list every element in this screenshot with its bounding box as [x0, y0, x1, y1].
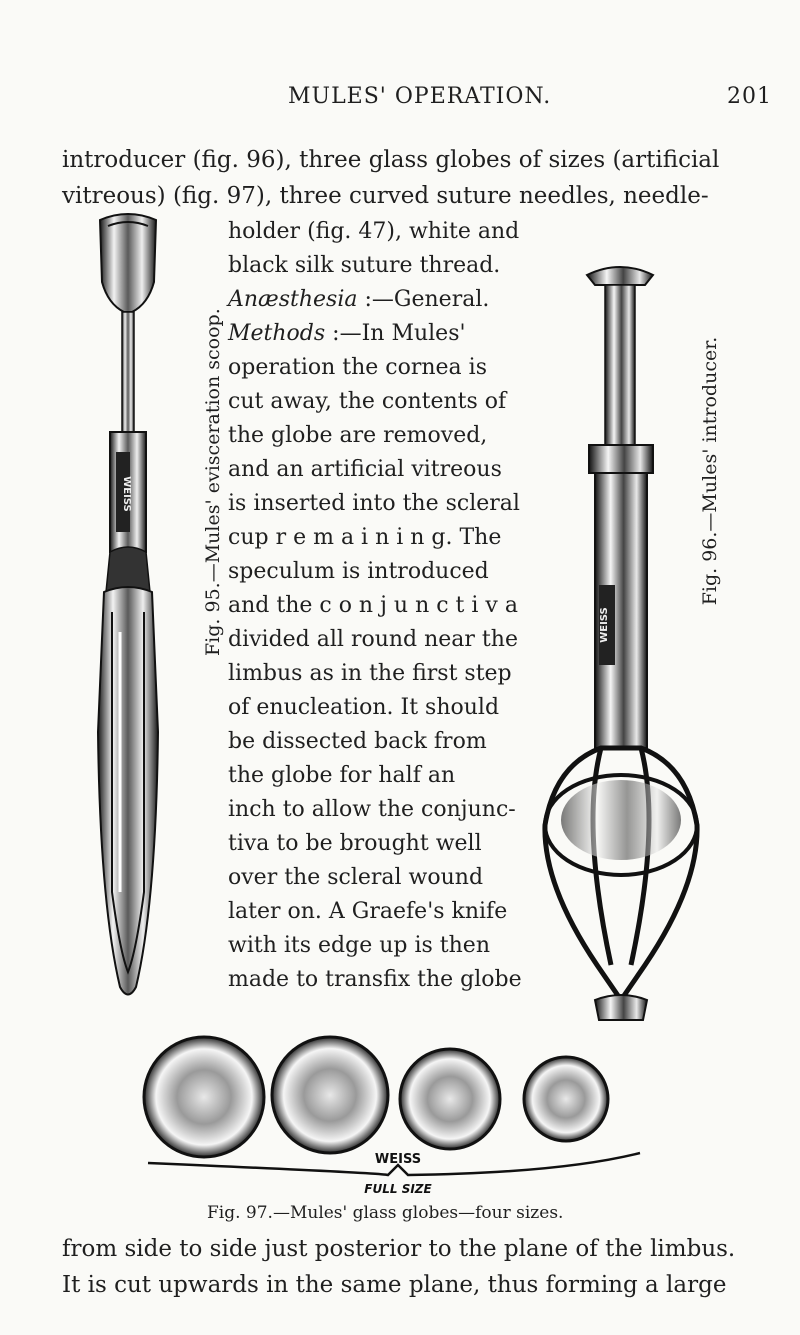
evisceration-scoop-illustration — [88, 212, 168, 1002]
body-line: be dissected back from — [228, 729, 487, 754]
body-line: speculum is introduced — [228, 559, 489, 584]
body-line: vitreous) (fig. 97), three curved suture needles, needle- — [62, 183, 709, 209]
body-line: from side to side just posterior to the plane of the limbus. — [62, 1236, 736, 1262]
body-line: tiva to be brought well — [228, 831, 482, 856]
body-line: limbus as in the first step — [228, 661, 512, 686]
introducer-illustration — [535, 265, 705, 1020]
body-line: of enucleation. It should — [228, 695, 500, 720]
introducer-maker-mark: WEISS — [599, 607, 610, 643]
globe-size-1 — [144, 1037, 264, 1157]
glass-globes-illustration — [140, 1035, 660, 1200]
running-title: MULES' OPERATION. — [288, 84, 552, 109]
methods-label: Methods — [228, 321, 326, 346]
anaesthesia-line — [228, 284, 489, 316]
body-line: cut away, the contents of — [228, 389, 507, 414]
body-line: operation the cornea is — [228, 355, 487, 380]
fig95-caption: Fig. 95.—Mules' evisceration scoop. — [202, 308, 224, 656]
body-line: and an artificial vitreous — [228, 457, 502, 482]
page-number: 201 — [727, 84, 772, 109]
body-line: and the c o n j u n c t i v a — [228, 593, 518, 618]
methods-text: :—In Mules' — [325, 321, 466, 346]
anaesthesia-label: Anæsthesia — [228, 287, 358, 312]
body-line: made to transfix the globe — [228, 967, 522, 992]
full-size-label: FULL SIZE — [364, 1182, 432, 1196]
body-line: cup r e m a i n i n g. The — [228, 525, 502, 550]
body-line: is inserted into the scleral — [228, 491, 520, 516]
anaesthesia-text: :—General. — [357, 287, 490, 312]
fig97-caption: Fig. 97.—Mules' glass globes—four sizes. — [207, 1203, 564, 1223]
body-line: with its edge up is then — [228, 933, 490, 958]
globe-size-2 — [272, 1037, 388, 1153]
globes-maker-mark: WEISS — [374, 1152, 422, 1167]
scoop-maker-mark: WEISS — [121, 476, 132, 512]
fig96-caption: Fig. 96.—Mules' introducer. — [699, 336, 721, 606]
body-line: It is cut upwards in the same plane, thus forming a large — [62, 1272, 727, 1298]
globe-size-3 — [400, 1049, 500, 1149]
globe-size-4 — [524, 1057, 608, 1141]
body-line: the globe for half an — [228, 763, 456, 788]
body-line: introducer (fig. 96), three glass globes of sizes (artificial — [62, 147, 720, 173]
body-line: black silk suture thread. — [228, 253, 501, 278]
body-line: inch to allow the conjunc- — [228, 797, 516, 822]
body-line: later on. A Graefe's knife — [228, 899, 508, 924]
body-line: holder (fig. 47), white and — [228, 219, 520, 244]
body-line: the globe are removed, — [228, 423, 488, 448]
body-line: over the scleral wound — [228, 865, 484, 890]
body-line: divided all round near the — [228, 627, 518, 652]
methods-line — [228, 318, 466, 350]
